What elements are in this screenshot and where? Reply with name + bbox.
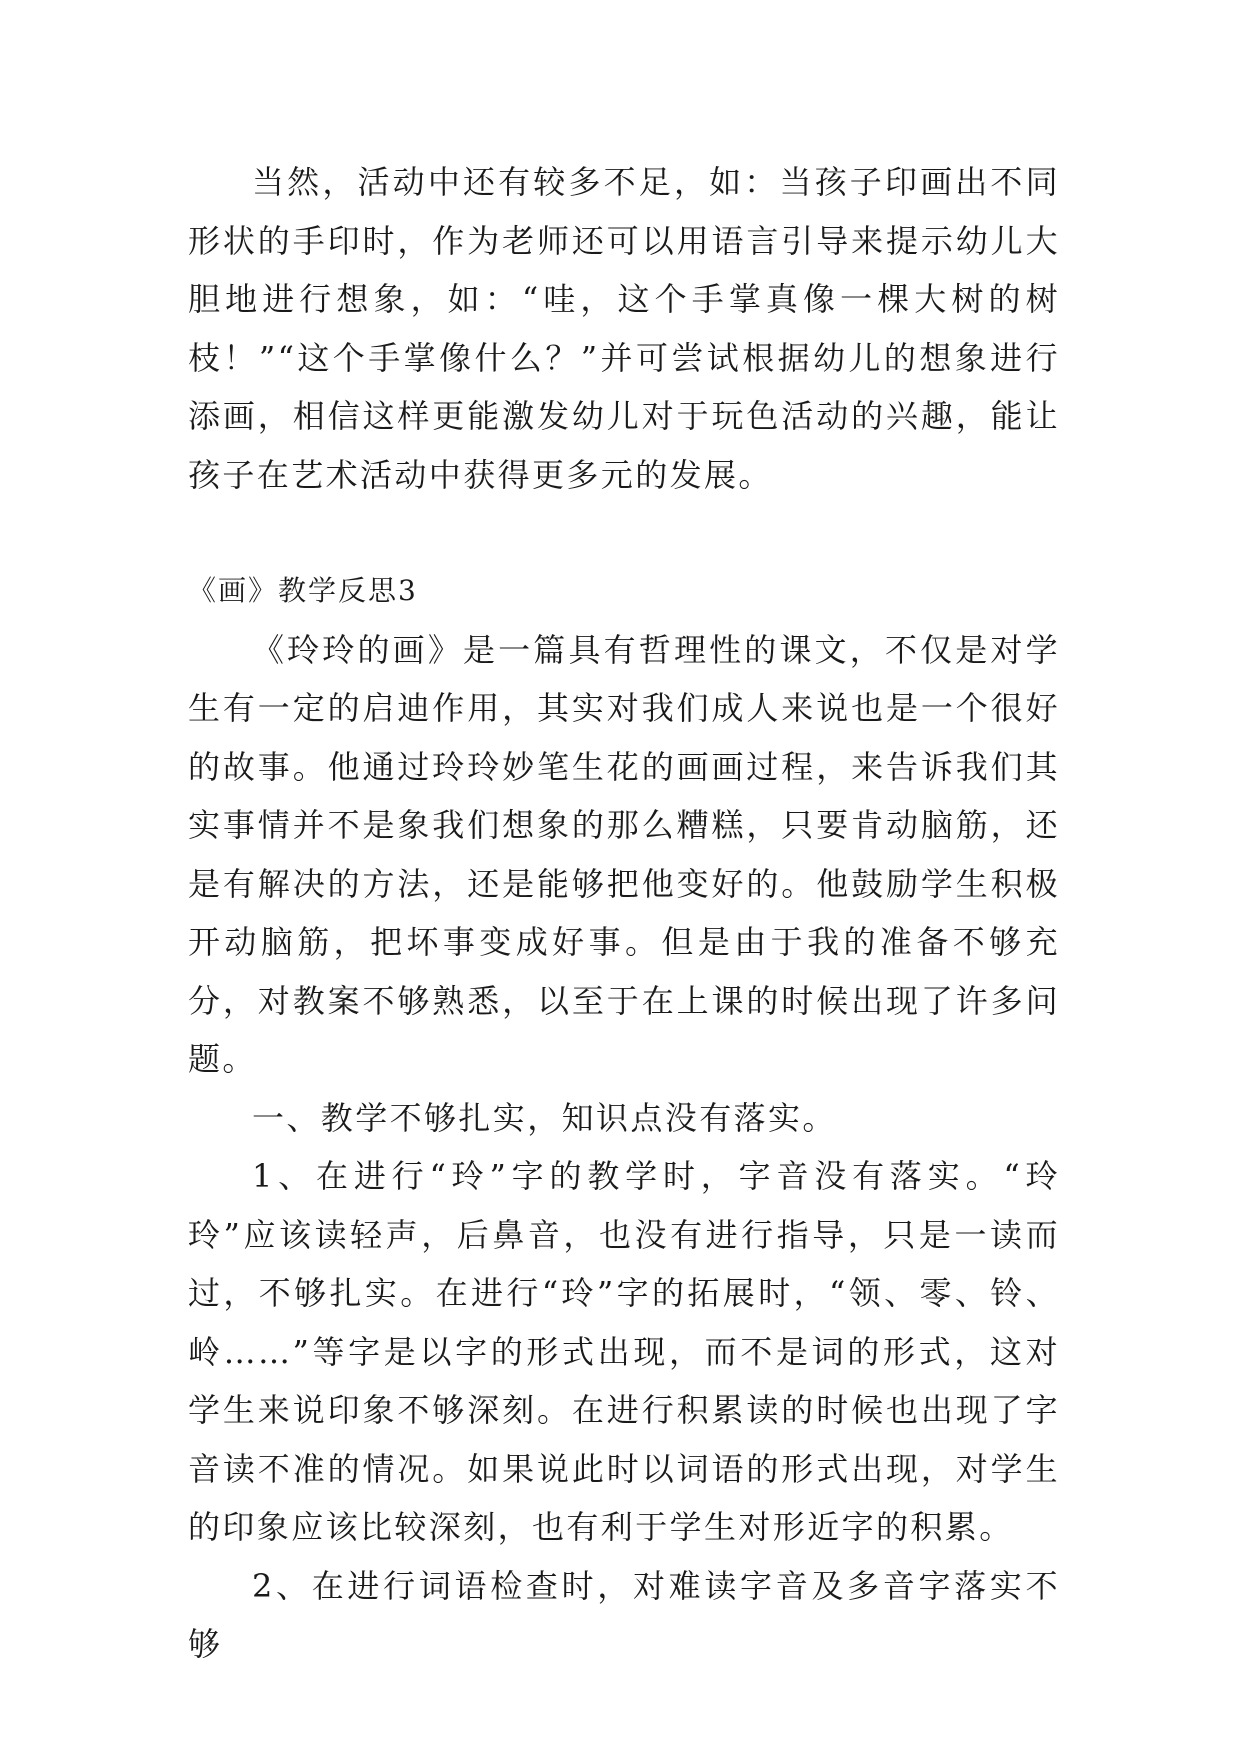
- paragraph-point-one-heading: 一、教学不够扎实，知识点没有落实。: [252, 1098, 837, 1137]
- paragraph-item-1: 1、在进行“玲”字的教学时，字音没有落实。“玲玲”应该读轻声，后鼻音，也没有进行指导，只是一读而过，不够扎实。在进行“玲”字的拓展时，“领、零、铃、岭……”等字是以字的形式出现，而不是词的形式，这对学生来说印象不够深刻。在进行积累读的时候也出现了字音读不准的情况。如果说此时以词语的形式出现，对学生的印象应该比较深刻，也有利于学生对形近字的积累。: [188, 1157, 1060, 1546]
- section-gap: [188, 504, 1060, 562]
- paragraph-intro: 《玲玲的画》是一篇具有哲理性的课文，不仅是对学生有一定的启迪作用，其实对我们成人来说也是一个很好的故事。他通过玲玲妙笔生花的画画过程，来告诉我们其实事情并不是象我们想象的那么糟糕，只要肯动脑筋，还是有解决的方法，还是能够把他变好的。他鼓励学生积极开动脑筋，把坏事变成好事。但是由于我的准备不够充分，对教案不够熟悉，以至于在上课的时候出现了许多问题。: [188, 630, 1060, 1078]
- paragraph-reflection-shortcomings: 当然，活动中还有较多不足，如：当孩子印画出不同形状的手印时，作为老师还可以用语言引导来提示幼儿大胆地进行想象，如：“哇，这个手掌真像一棵大树的树枝！”“这个手掌像什么？”并可尝试根据幼儿的想象进行添画，相信这样更能激发幼儿对于玩色活动的兴趣，能让孩子在艺术活动中获得更多元的发展。: [188, 163, 1060, 494]
- section-title: 《画》教学反思3: [188, 574, 418, 607]
- paragraph-item-2: 2、在进行词语检查时，对难读字音及多音字落实不够: [188, 1566, 1060, 1663]
- document-body: [188, 153, 1060, 1674]
